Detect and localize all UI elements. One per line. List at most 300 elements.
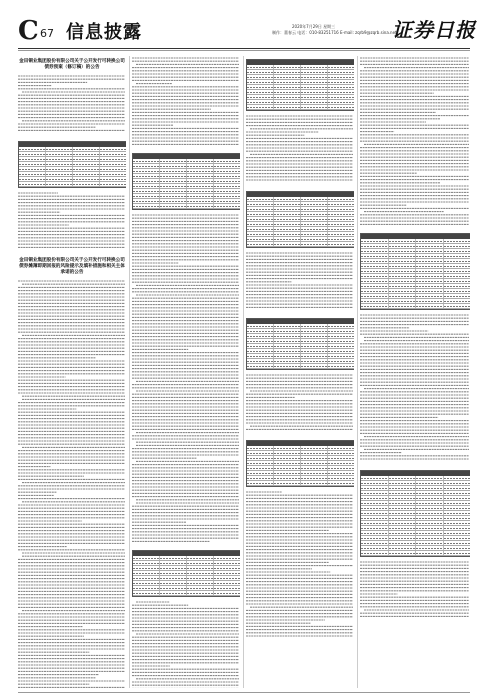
- table-cell: [301, 202, 328, 206]
- table-cell: [389, 476, 417, 480]
- table-cell: [301, 80, 328, 84]
- table-cell: [301, 339, 328, 343]
- table-cell: [361, 516, 389, 520]
- table-cell: [247, 90, 274, 94]
- table-cell: [187, 159, 214, 163]
- table-cell: [46, 172, 73, 176]
- table-cell: [247, 461, 274, 465]
- table-cell: [214, 581, 240, 585]
- table-cell: [301, 354, 328, 358]
- table-cell: [274, 344, 301, 348]
- table-cell: [100, 157, 126, 161]
- table-cell: [301, 476, 328, 480]
- table-cell: [361, 496, 389, 500]
- table-cell: [247, 446, 274, 450]
- table-cell: [133, 586, 160, 590]
- table-cell: [160, 571, 187, 575]
- table-cell: [301, 344, 328, 348]
- table-cell: [274, 217, 301, 221]
- table-cell: [389, 486, 417, 490]
- table-cell: [328, 105, 354, 109]
- table-cell: [247, 212, 274, 216]
- body-text-block: [360, 313, 470, 463]
- table-cell: [361, 521, 389, 525]
- table-cell: [274, 242, 301, 246]
- table-cell: [133, 189, 160, 193]
- table-cell: [301, 364, 328, 368]
- table-cell: [389, 531, 417, 535]
- body-text-block: [132, 600, 240, 688]
- body-text-block: [360, 56, 470, 226]
- table-cell: [247, 364, 274, 368]
- table-cell: [274, 202, 301, 206]
- table-cell: [328, 95, 354, 99]
- table-cell: [214, 566, 240, 570]
- table-cell: [416, 546, 444, 550]
- table-cell: [274, 354, 301, 358]
- table-cell: [444, 481, 471, 485]
- table-cell: [416, 304, 444, 308]
- table-cell: [301, 471, 328, 475]
- table-cell: [187, 561, 214, 565]
- table-cell: [416, 299, 444, 303]
- table-cell: [444, 486, 471, 490]
- table-cell: [247, 105, 274, 109]
- table-cell: [328, 75, 354, 79]
- table-cell: [328, 456, 354, 460]
- table-cell: [274, 471, 301, 475]
- table-cell: [389, 279, 417, 283]
- table-cell: [274, 339, 301, 343]
- table-cell: [361, 304, 389, 308]
- table-cell: [160, 561, 187, 565]
- table-cell: [416, 521, 444, 525]
- table-cell: [274, 65, 301, 69]
- table-cell: [247, 85, 274, 89]
- table-row: [133, 204, 240, 209]
- table-cell: [274, 476, 301, 480]
- table-cell: [389, 516, 417, 520]
- table-cell: [274, 80, 301, 84]
- table-cell: [73, 162, 100, 166]
- table-cell: [19, 147, 46, 151]
- table-cell: [444, 239, 471, 243]
- table-cell: [361, 511, 389, 515]
- body-text-block: [18, 191, 126, 251]
- table-cell: [301, 90, 328, 94]
- table-cell: [247, 349, 274, 353]
- table-cell: [19, 172, 46, 176]
- table-cell: [301, 197, 328, 201]
- table-cell: [46, 152, 73, 156]
- table-cell: [328, 476, 354, 480]
- table-cell: [361, 491, 389, 495]
- table-cell: [444, 299, 471, 303]
- contact-info: 制作：董春云 电话：010-83251716 E-mail: zqrb9@zqrb.sina.net: [272, 30, 397, 35]
- table-cell: [247, 207, 274, 211]
- table-cell: [328, 85, 354, 89]
- table-cell: [416, 541, 444, 545]
- table-cell: [416, 269, 444, 273]
- table-cell: [160, 199, 187, 203]
- table-cell: [361, 531, 389, 535]
- table-cell: [444, 546, 471, 550]
- table-cell: [133, 159, 160, 163]
- table-cell: [444, 279, 471, 283]
- table-cell: [160, 576, 187, 580]
- table-cell: [389, 526, 417, 530]
- table-row: [133, 591, 240, 596]
- table-cell: [247, 334, 274, 338]
- table-cell: [328, 349, 354, 353]
- table-cell: [247, 75, 274, 79]
- table-cell: [247, 100, 274, 104]
- table-cell: [19, 177, 46, 181]
- table-cell: [19, 162, 46, 166]
- table-cell: [444, 526, 471, 530]
- table-cell: [444, 304, 471, 308]
- table-cell: [274, 197, 301, 201]
- table-cell: [160, 204, 187, 208]
- table-cell: [301, 329, 328, 333]
- table-cell: [301, 461, 328, 465]
- table-cell: [416, 294, 444, 298]
- table-cell: [416, 486, 444, 490]
- table-cell: [416, 551, 444, 555]
- table-cell: [187, 194, 214, 198]
- table-cell: [328, 324, 354, 328]
- table-cell: [247, 217, 274, 221]
- table-cell: [247, 65, 274, 69]
- table-cell: [301, 334, 328, 338]
- table-cell: [133, 199, 160, 203]
- table-cell: [133, 179, 160, 183]
- table-cell: [301, 75, 328, 79]
- table-cell: [247, 471, 274, 475]
- table-cell: [214, 591, 240, 595]
- body-text-block: [132, 213, 240, 543]
- table-cell: [361, 481, 389, 485]
- data-table: [246, 191, 354, 248]
- table-row: [247, 105, 354, 110]
- table-row: [247, 364, 354, 369]
- table-cell: [73, 177, 100, 181]
- table-cell: [247, 476, 274, 480]
- table-cell: [133, 174, 160, 178]
- table-cell: [328, 461, 354, 465]
- table-cell: [416, 511, 444, 515]
- table-cell: [274, 237, 301, 241]
- table-cell: [444, 551, 471, 555]
- table-cell: [389, 521, 417, 525]
- body-text-block: [246, 114, 354, 184]
- table-cell: [100, 162, 126, 166]
- table-cell: [328, 451, 354, 455]
- table-cell: [361, 536, 389, 540]
- table-cell: [247, 232, 274, 236]
- table-cell: [187, 164, 214, 168]
- table-cell: [274, 212, 301, 216]
- table-cell: [160, 169, 187, 173]
- table-cell: [416, 531, 444, 535]
- table-cell: [274, 222, 301, 226]
- table-cell: [187, 184, 214, 188]
- table-cell: [100, 152, 126, 156]
- table-cell: [301, 227, 328, 231]
- table-cell: [361, 501, 389, 505]
- table-cell: [160, 591, 187, 595]
- table-cell: [361, 294, 389, 298]
- table-cell: [187, 199, 214, 203]
- table-cell: [274, 324, 301, 328]
- table-cell: [187, 204, 214, 208]
- table-cell: [328, 466, 354, 470]
- table-cell: [214, 571, 240, 575]
- table-cell: [444, 289, 471, 293]
- table-cell: [301, 359, 328, 363]
- page-number: 67: [40, 27, 54, 40]
- table-cell: [160, 566, 187, 570]
- table-cell: [328, 217, 354, 221]
- table-cell: [247, 95, 274, 99]
- table-cell: [416, 476, 444, 480]
- table-cell: [444, 496, 471, 500]
- column-3: [246, 56, 354, 688]
- table-cell: [444, 511, 471, 515]
- table-cell: [328, 446, 354, 450]
- table-cell: [133, 184, 160, 188]
- table-cell: [444, 521, 471, 525]
- table-cell: [274, 349, 301, 353]
- table-cell: [416, 279, 444, 283]
- table-cell: [361, 476, 389, 480]
- table-cell: [133, 566, 160, 570]
- table-cell: [328, 237, 354, 241]
- table-cell: [328, 212, 354, 216]
- table-cell: [389, 274, 417, 278]
- table-cell: [416, 254, 444, 258]
- table-cell: [274, 461, 301, 465]
- data-table: [132, 153, 240, 210]
- column-divider: [243, 56, 244, 688]
- table-cell: [301, 232, 328, 236]
- table-cell: [274, 105, 301, 109]
- table-cell: [389, 506, 417, 510]
- table-cell: [328, 80, 354, 84]
- table-cell: [328, 90, 354, 94]
- table-cell: [160, 194, 187, 198]
- table-cell: [160, 164, 187, 168]
- table-cell: [301, 349, 328, 353]
- table-cell: [73, 152, 100, 156]
- table-cell: [214, 169, 240, 173]
- table-cell: [301, 242, 328, 246]
- table-cell: [361, 284, 389, 288]
- page-header: [0, 0, 484, 52]
- table-cell: [444, 244, 471, 248]
- table-cell: [389, 249, 417, 253]
- table-cell: [328, 100, 354, 104]
- data-table: [360, 470, 470, 557]
- column-divider: [129, 56, 130, 688]
- page-letter: C: [18, 16, 38, 46]
- table-cell: [361, 289, 389, 293]
- table-cell: [274, 227, 301, 231]
- table-cell: [73, 172, 100, 176]
- table-cell: [100, 147, 126, 151]
- table-cell: [187, 174, 214, 178]
- table-cell: [133, 194, 160, 198]
- table-cell: [328, 242, 354, 246]
- table-cell: [328, 207, 354, 211]
- table-cell: [328, 70, 354, 74]
- body-text-block: [18, 74, 126, 134]
- table-cell: [389, 541, 417, 545]
- table-cell: [328, 227, 354, 231]
- table-cell: [361, 486, 389, 490]
- masthead-logo: 证券日报: [392, 18, 476, 42]
- table-cell: [389, 491, 417, 495]
- table-cell: [416, 274, 444, 278]
- table-cell: [160, 159, 187, 163]
- table-cell: [133, 591, 160, 595]
- table-cell: [247, 481, 274, 485]
- table-cell: [301, 65, 328, 69]
- table-cell: [187, 169, 214, 173]
- table-cell: [389, 239, 417, 243]
- table-cell: [361, 249, 389, 253]
- table-cell: [444, 516, 471, 520]
- table-cell: [328, 364, 354, 368]
- table-cell: [247, 329, 274, 333]
- table-cell: [46, 182, 73, 186]
- table-cell: [389, 299, 417, 303]
- table-cell: [328, 329, 354, 333]
- table-cell: [133, 581, 160, 585]
- table-cell: [328, 65, 354, 69]
- table-cell: [301, 95, 328, 99]
- table-cell: [274, 100, 301, 104]
- table-cell: [247, 227, 274, 231]
- table-cell: [133, 204, 160, 208]
- table-cell: [100, 182, 126, 186]
- table-cell: [19, 157, 46, 161]
- table-cell: [328, 481, 354, 485]
- table-cell: [73, 167, 100, 171]
- table-cell: [214, 194, 240, 198]
- table-cell: [187, 179, 214, 183]
- table-cell: [46, 167, 73, 171]
- table-cell: [389, 269, 417, 273]
- table-cell: [214, 159, 240, 163]
- table-cell: [247, 324, 274, 328]
- body-text-block: [246, 490, 354, 640]
- table-cell: [247, 339, 274, 343]
- table-cell: [73, 157, 100, 161]
- table-cell: [301, 85, 328, 89]
- table-cell: [46, 162, 73, 166]
- table-cell: [133, 169, 160, 173]
- table-cell: [444, 491, 471, 495]
- table-cell: [361, 274, 389, 278]
- table-cell: [274, 481, 301, 485]
- table-cell: [160, 189, 187, 193]
- table-cell: [274, 90, 301, 94]
- table-cell: [214, 174, 240, 178]
- table-cell: [361, 546, 389, 550]
- table-cell: [274, 451, 301, 455]
- table-cell: [214, 204, 240, 208]
- data-table: [18, 141, 126, 188]
- table-cell: [444, 274, 471, 278]
- table-cell: [73, 147, 100, 151]
- table-cell: [361, 254, 389, 258]
- table-cell: [389, 264, 417, 268]
- table-cell: [301, 105, 328, 109]
- table-cell: [214, 556, 240, 560]
- table-cell: [301, 446, 328, 450]
- table-cell: [187, 571, 214, 575]
- table-cell: [46, 157, 73, 161]
- table-cell: [274, 207, 301, 211]
- table-cell: [328, 222, 354, 226]
- column-4: [360, 56, 470, 688]
- table-cell: [416, 491, 444, 495]
- data-table: [246, 318, 354, 370]
- table-cell: [214, 189, 240, 193]
- table-cell: [160, 179, 187, 183]
- table-cell: [274, 359, 301, 363]
- table-cell: [274, 85, 301, 89]
- header-rule: [18, 48, 470, 49]
- table-cell: [247, 354, 274, 358]
- table-cell: [416, 259, 444, 263]
- table-cell: [416, 289, 444, 293]
- table-cell: [214, 576, 240, 580]
- table-cell: [187, 556, 214, 560]
- table-cell: [247, 80, 274, 84]
- table-cell: [416, 496, 444, 500]
- table-cell: [301, 324, 328, 328]
- body-text-block: [132, 56, 240, 146]
- table-cell: [444, 536, 471, 540]
- table-cell: [247, 242, 274, 246]
- table-cell: [444, 254, 471, 258]
- table-cell: [187, 591, 214, 595]
- table-cell: [247, 222, 274, 226]
- table-cell: [361, 506, 389, 510]
- table-cell: [444, 506, 471, 510]
- table-cell: [389, 254, 417, 258]
- table-cell: [301, 481, 328, 485]
- table-cell: [247, 202, 274, 206]
- data-table: [246, 440, 354, 487]
- table-cell: [301, 217, 328, 221]
- table-cell: [416, 506, 444, 510]
- table-cell: [361, 239, 389, 243]
- table-cell: [444, 476, 471, 480]
- body-text-block: [246, 373, 354, 433]
- table-cell: [444, 294, 471, 298]
- table-cell: [247, 451, 274, 455]
- table-cell: [187, 566, 214, 570]
- table-cell: [19, 167, 46, 171]
- table-cell: [301, 451, 328, 455]
- table-cell: [247, 70, 274, 74]
- table-cell: [133, 164, 160, 168]
- column-divider: [357, 56, 358, 688]
- table-cell: [187, 576, 214, 580]
